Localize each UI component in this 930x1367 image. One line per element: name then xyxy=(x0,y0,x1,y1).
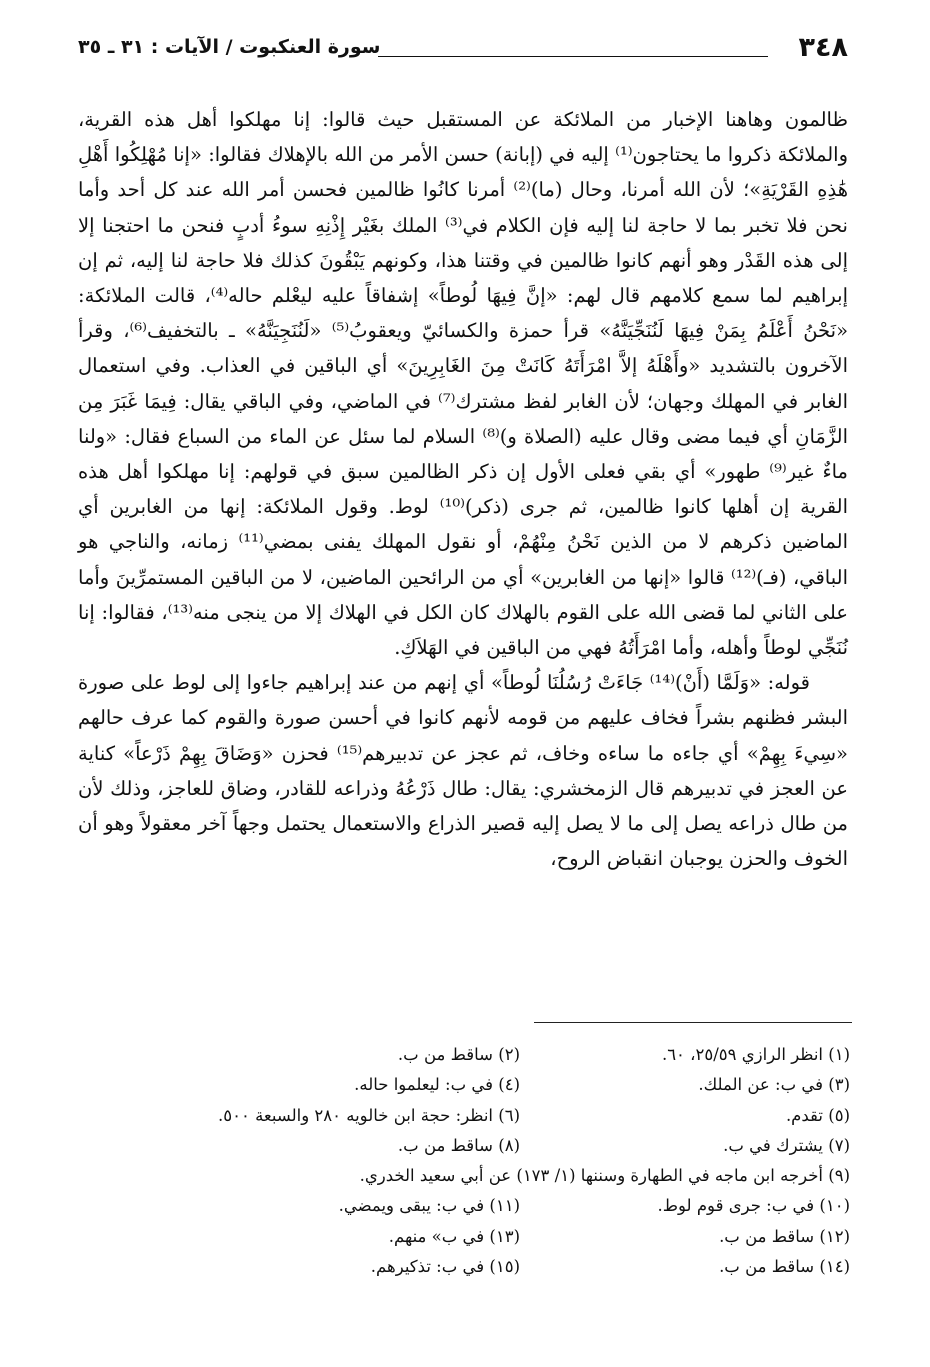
footnote-item: (١) انظر الرازي ٢٥/٥٩، ٦٠. xyxy=(661,1045,850,1064)
header-rule xyxy=(378,56,768,57)
footnote-item: (١١) في ب: يبقى ويمضي. xyxy=(338,1196,520,1216)
footnote-item: (٢) ساقط من ب. xyxy=(397,1045,520,1064)
footnote-item: (٩) أخرجه ابن ماجه في الطهارة وسننها (١/ ١٧٣) عن أبي سعيد الخدري. xyxy=(359,1166,850,1186)
footnote-row xyxy=(80,1101,850,1131)
footnote-item: (٧) يشترك في ب. xyxy=(723,1135,850,1155)
footnote-row xyxy=(80,1131,850,1161)
footnote-row xyxy=(80,1191,850,1221)
footnote-row xyxy=(80,1040,850,1070)
footnote-item: (١٤) ساقط من ب. xyxy=(719,1257,850,1277)
footnote-item: (١٥) في ب: تذكيرهم. xyxy=(370,1257,520,1277)
paragraph-2: قوله: «وَلَمَّا (أَنْ)⁽¹⁴⁾ جَاءَتْ رُسُلُنَا لُوطاً» أي إنهم من عند إبراهيم جاءوا إلى لوط على صورة البشر فظنهم بشراً فخاف عليهم من قومه لأنهم كانوا في أحسن صورة والقوم كما عرف حالهم «سِيءَ بِهِمْ» أي جاءه ما ساءه وخاف، ثم عجز عن تدبيرهم⁽¹⁵⁾ فحزن «وَضَاقَ بِهِمْ ذَرْعاً» كناية عن العجز في تدبيرهم قال الزمخشري: يقال: طال ذَرْعُهُ وذراعه للقادر، وضاق للعاجز، وذلك لأن من طال ذراعه يصل إلى ما لا يصل إليه قصير الذراع والاستعمال يحتمل وجهاً آخر معقولاً وهو أن الخوف والحزن يوجبان انقباض الروح، xyxy=(78,671,848,871)
footnote-item: (٦) انظر: حجة ابن خالويه ٢٨٠ والسبعة ٥٠٠. xyxy=(217,1105,520,1125)
footnote-row xyxy=(80,1161,850,1191)
footnote-row xyxy=(80,1252,850,1282)
header-title: سورة العنكبوت / الآيات : ٣١ ـ ٣٥ xyxy=(78,36,381,58)
footnote-item: (١٠) في ب: جرى قوم لوط. xyxy=(657,1196,850,1216)
footnote-item: (١٢) ساقط من ب. xyxy=(719,1226,850,1246)
footnotes xyxy=(80,1040,850,1282)
footnote-item: (١٣) في ب» منهم. xyxy=(388,1226,520,1246)
footnote-item: (٥) تقدم. xyxy=(785,1105,850,1125)
footnote-separator xyxy=(534,1022,852,1023)
footnote-item: (٤) في ب: ليعلموا حاله. xyxy=(354,1075,520,1095)
footnote-row xyxy=(80,1222,850,1252)
footnote-item: (٨) ساقط من ب. xyxy=(397,1135,520,1155)
page-header xyxy=(78,30,848,70)
main-text xyxy=(78,102,848,876)
paragraph-1: ظالمون وهاهنا الإخبار من الملائكة عن المستقبل حيث قالوا: إنا مهلكوا أهل هذه القرية، والملائكة ذكروا ما يحتاجون⁽¹⁾ إليه في (إبانة) حسن الأمر من الله بالإهلاك فقالوا: «إنا مُهْلِكُوا أَهْلِ هَٰذِهِ القَرْيَةِ»؛ لأن الله أمرنا، وحال (ما)⁽²⁾ أمرنا كانُوا ظالمين فحسن أمر الله عند كل أحد وأما نحن فلا تخبر بما لا حاجة لنا إليه فإن الكلام في⁽³⁾ الملك بغَيْر إِذْنِهِ سوءُ أدبٍ فنحن ما احتجنا إلا إلى هذه القَدْر وهو أنهم كانوا ظالمين في وقتنا هذا، وكونهم يَبْقُونَ كذلك فلا حاجة لنا إليه، ثم إن إبراهيم لما سمع كلامهم قال لهم: «إنَّ فِيهَا لُوطاً» إشفاقاً عليه ليعْلم حاله⁽⁴⁾، قالت الملائكة: «نَحْنُ أَعْلَمُ بِمَنْ فِيهَا لَنُنَجِّيَنَّهُ» قرأ حمزة والكسائيّ ويعقوبُ⁽⁵⁾ «لَنُنَجِيَنَّهُ» ـ بالتخفيف⁽⁶⁾، وقرأ الآخرون بالتشديد «وأَهْلَهُ إلاَّ امْرَأَتَهُ كَانَتْ مِنَ الغَابِرِينَ» أي الباقين في العذاب. وفي استعمال الغابر في المهلك وجهان؛ لأن الغابر لفظ مشترك⁽⁷⁾ في الماضي، وفي الباقي يقال: فِيمَا غَبَرَ مِن الزَّمَانِ أي فيما مضى وقال عليه (الصلاة و)⁽⁸⁾ السلام لما سئل عن الماء من السباع فقال: «ولنا ماءٌ غير⁽⁹⁾ طهور» أي بقي فعلى الأول إن ذكر الظالمين سبق في قولهم: إنا مهلكوا أهل هذه القرية إن أهلها كانوا ظالمين، ثم جرى (ذكر)⁽¹⁰⁾ لوط. وقول الملائكة: إنها من الغابرين أي الماضين ذكرهم لا من الذين نَحْنُ مِنْهُمْ، أو نقول المهلك يفنى بمضي⁽¹¹⁾ زمانه، والناجي هو الباقي، (فـ)⁽¹²⁾ قالوا «إنها من الغابرين» أي من الرائحين الماضين، لا من الباقين المستمرِّينَ وأما على الثاني لما قضى الله على القوم بالهلاك كان الكل في الهلاك إلا من ينجى منه⁽¹³⁾، فقالوا: إنا نُنَجِّي لوطاً وأهله، وأما امْرَأَتُهُ فهي من الباقين في الهَلاَكِ. xyxy=(78,108,849,660)
footnote-item: (٣) في ب: عن الملك. xyxy=(698,1075,850,1095)
footnote-row xyxy=(80,1070,850,1100)
page-number: ٣٤٨ xyxy=(798,32,848,63)
